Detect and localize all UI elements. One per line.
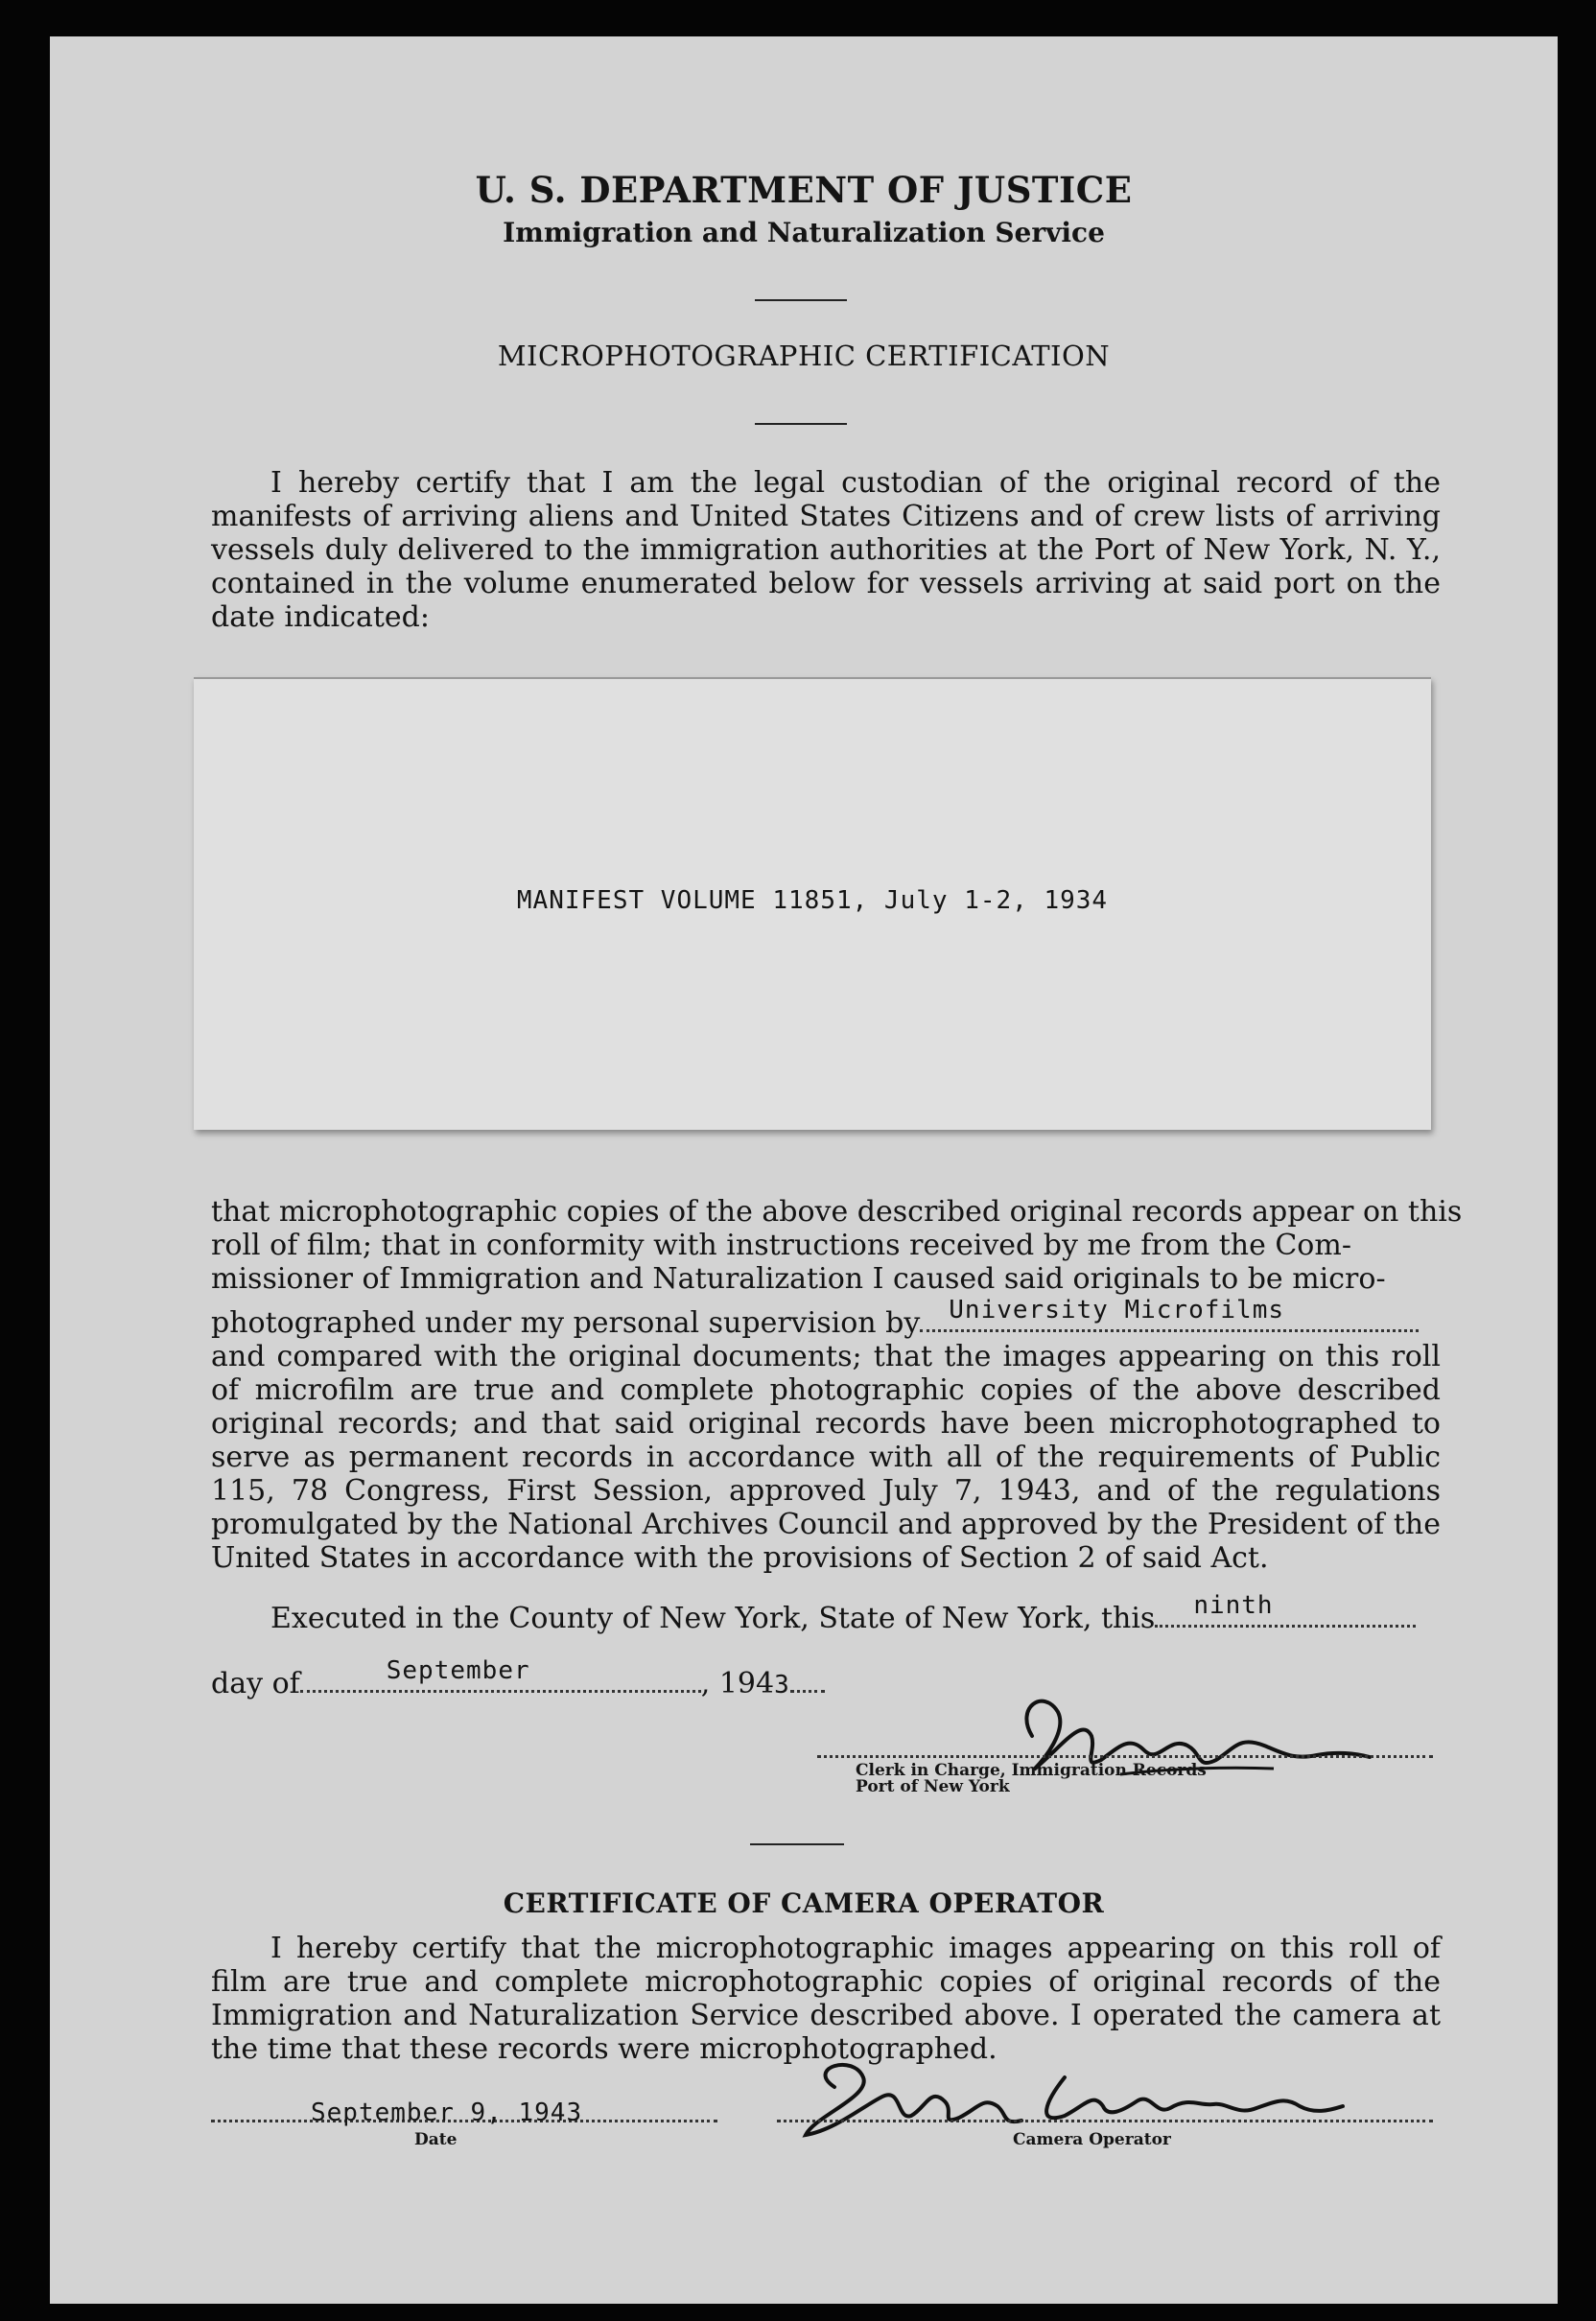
execution-line [270,1591,1416,1635]
volume-label: MANIFEST VOLUME 11851, July 1-2, 1934 [516,886,1109,915]
clerk-title-line1: Clerk in Charge, Immigration Records [856,1761,1207,1780]
camera-operator-signature-line [777,2118,1433,2122]
department-heading: U. S. DEPARTMENT OF JUSTICE [475,169,1133,211]
body-line: roll of film; that in conformity with instructions received by me from the Com- [211,1229,1351,1262]
body-line [211,1296,1419,1340]
month-field [300,1656,701,1693]
year-digit: 3 [774,1671,790,1700]
day-field [1155,1591,1416,1628]
clerk-title-line2: Port of New York [856,1777,1010,1796]
day-of-label: day of [211,1667,300,1700]
volume-slip [194,677,1431,1130]
camera-operator-text: I hereby certify that the microphotographic images appearing on this roll of film are true and complete microphotographic copies of original records of the Immigration and Naturalization Service described above. I operated the camera at the time that these records were microphotographed. [211,1932,1441,2066]
divider-rule [755,423,847,425]
execution-label: Executed in the County of New York, State of New York, this [270,1602,1156,1635]
camera-operator-heading: CERTIFICATE OF CAMERA OPERATOR [503,1887,1105,1919]
certification-title: MICROPHOTOGRAPHIC CERTIFICATION [497,340,1111,372]
date-caption: Date [414,2130,458,2149]
year-prefix: , 194 [700,1667,775,1700]
supervisor-company: University Microfilms [949,1296,1285,1325]
year-field-trail [790,1669,825,1693]
service-subheading: Immigration and Naturalization Service [503,217,1105,248]
execution-month: September [386,1656,530,1685]
camera-date: September 9, 1943 [311,2098,583,2127]
execution-day: ninth [1193,1591,1274,1620]
body-line: missioner of Immigration and Naturalization I caused said originals to be micro- [211,1262,1386,1296]
supervisor-field [920,1296,1419,1332]
date-line [211,1656,825,1702]
body-line: that microphotographic copies of the above described original records appear on this [211,1195,1463,1229]
body-rest: and compared with the original documents; that the images appearing on this roll of microfilm are true and complete photographic copies of the above described original records; and that said original records have been microphotographed to serve as permanent records in accordance with all of the requirements of Public 115, 78 Congress, First Session, approved July 7, 1943, and of the regulations promulgated by the National Archives Council and approved by the President of the United States in accordance with the provisions of Section 2 of said Act. [211,1340,1441,1575]
certificate-sheet [50,36,1558,2304]
intro-paragraph: I hereby certify that I am the legal custodian of the original record of the manifests of arriving aliens and United States Citizens and of crew lists of arriving vessels duly delivered to the immigration authorities at the Port of New York, N. Y., contained in the volume enumerated below for vessels arriving at said port on the date indicated: [211,466,1441,634]
supervision-label: photographed under my personal supervision by [211,1306,921,1340]
divider-rule [750,1843,844,1845]
divider-rule [755,299,847,301]
camera-operator-caption: Camera Operator [1013,2130,1171,2149]
clerk-signature-line [817,1753,1433,1758]
